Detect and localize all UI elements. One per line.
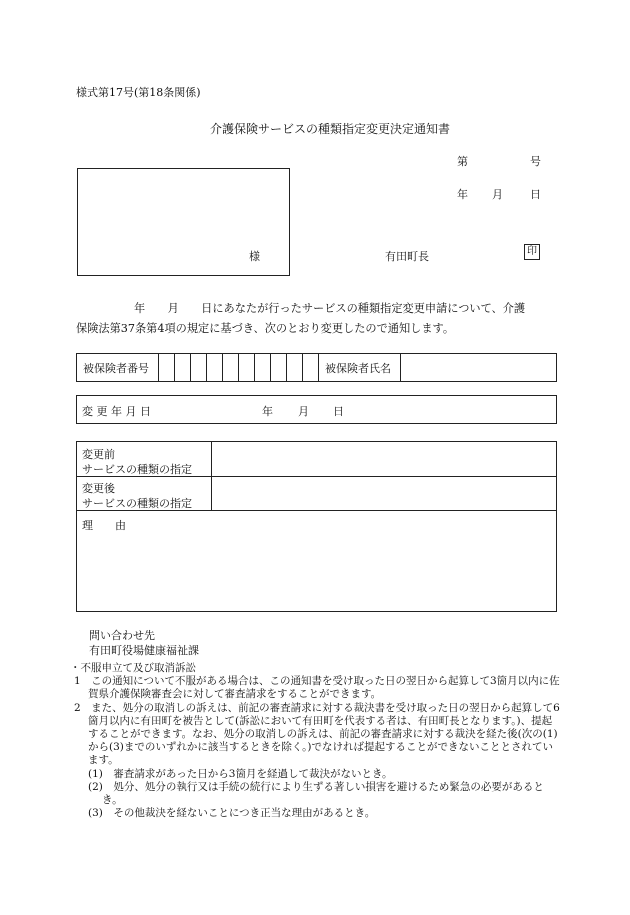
before-label-line-1: 変更前	[82, 448, 115, 461]
insured-name-label: 被保険者氏名	[319, 354, 401, 382]
insured-number-label: 被保険者番号	[77, 354, 159, 382]
note-item-2: 2 また、処分の取消しの訴えは、前記の審査請求に対する裁決書を受け取った日の翌日から起算して6箇月以内に有田町を被告として(訴訟において有田町を代表する者は、有田町長となります。)、提起することができます。なお、処分の取消しの訴えは、前記の審査請求に対する裁決を経た後(次の(1)から(3)までのいずれかに該当するときを除く。)でなければ提起することができないこととされています。	[74, 701, 560, 767]
insured-number-digit	[271, 354, 287, 382]
change-date-month: 月	[298, 405, 309, 418]
insured-table	[76, 353, 557, 382]
column-divider	[211, 441, 212, 510]
change-date-day: 日	[333, 405, 344, 418]
notes-section	[70, 662, 560, 820]
note-sub-1: (1) 審査請求があった日から3箇月を経過して裁決がないとき。	[88, 767, 393, 780]
issuer-name: 有田町長	[385, 250, 429, 263]
note-sub-3: (3) その他裁決を経ないことにつき正当な理由があるとき。	[88, 807, 376, 820]
after-label-line-2: サービスの種類の指定	[82, 497, 192, 510]
doc-no-prefix: 第	[457, 155, 468, 168]
issue-date-year: 年	[457, 188, 468, 201]
seal-icon: 印	[524, 244, 540, 260]
insured-number-digit	[303, 354, 319, 382]
issue-date-month: 月	[492, 188, 503, 201]
doc-no-suffix: 号	[530, 155, 541, 168]
insured-name-value	[401, 354, 557, 382]
insured-number-digit	[159, 354, 175, 382]
addressee-suffix: 様	[249, 250, 260, 263]
issue-date-day: 日	[530, 188, 541, 201]
before-label-line-2: サービスの種類の指定	[82, 463, 192, 476]
contact-department: 有田町役場健康福祉課	[89, 644, 199, 657]
notes-heading: ・不服申立て及び取消訴訟	[70, 662, 196, 674]
body-line-2: 保険法第37条第4項の規定に基づき、次のとおり変更したので通知します。	[76, 322, 455, 335]
form-number: 様式第17号(第18条関係)	[76, 86, 201, 99]
change-date-label: 変 更 年 月 日	[82, 405, 151, 418]
after-label-line-1: 変更後	[82, 482, 115, 495]
document-title: 介護保険サービスの種類指定変更決定通知書	[210, 122, 451, 136]
reason-label: 理 由	[82, 519, 126, 532]
contact-label: 問い合わせ先	[89, 629, 155, 642]
insured-number-digit	[191, 354, 207, 382]
note-sub-2: (2) 処分、処分の執行又は手続の続行により生ずる著しい損害を避けるため緊急の必要があるとき。	[88, 780, 544, 807]
insured-number-digit	[255, 354, 271, 382]
note-item-1: 1 この通知について不服がある場合は、この通知書を受け取った日の翌日から起算して3箇月以内に佐賀県介護保険審査会に対して審査請求をすることができます。	[74, 675, 560, 701]
change-date-year: 年	[262, 405, 273, 418]
insured-number-digit	[175, 354, 191, 382]
insured-number-digit	[223, 354, 239, 382]
insured-number-digit	[239, 354, 255, 382]
insured-number-digit	[207, 354, 223, 382]
body-line-1: 年 月 日にあなたが行ったサービスの種類指定変更申請について、介護	[134, 302, 526, 315]
insured-number-digit	[287, 354, 303, 382]
